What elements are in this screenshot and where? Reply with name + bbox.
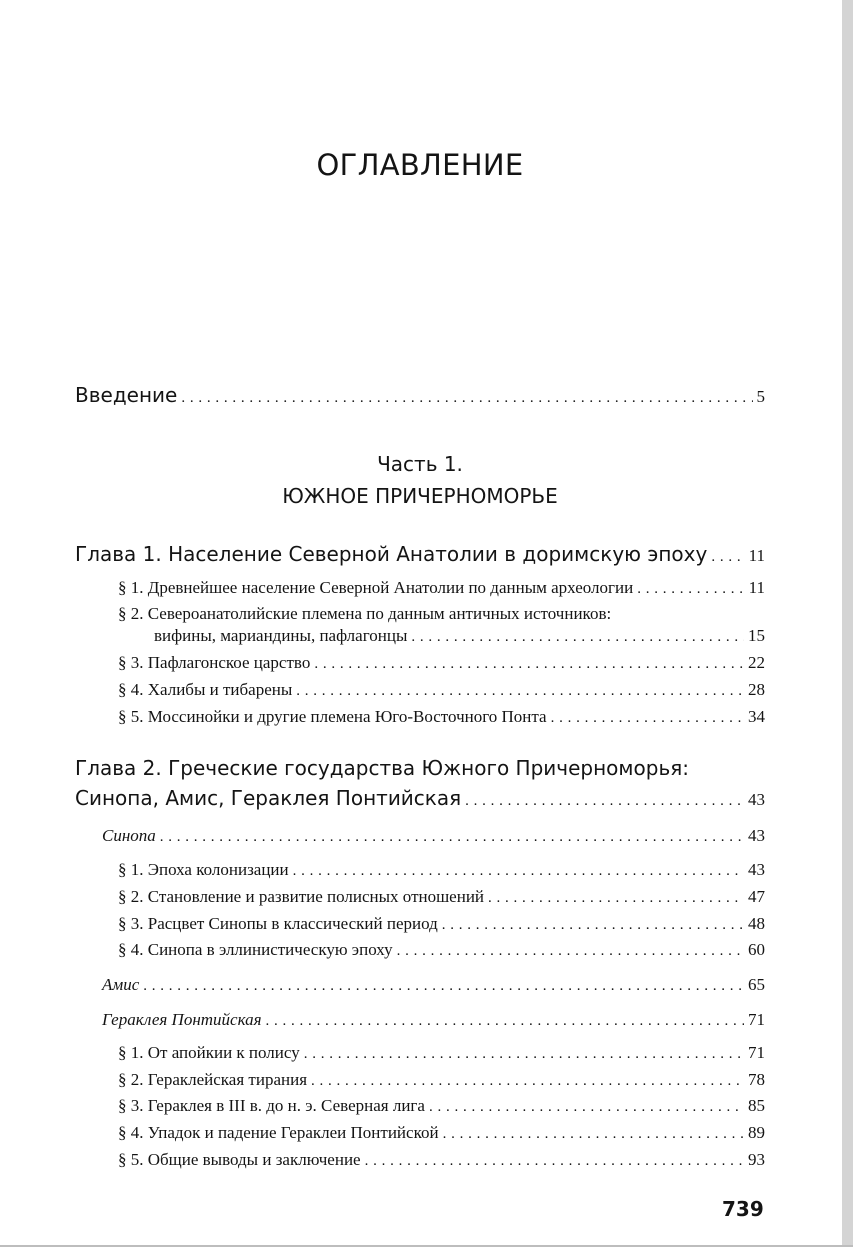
toc-entry-section[interactable] [118,578,765,598]
toc-page-number: 5 [756,387,765,406]
toc-entry-section[interactable] [118,1150,765,1170]
toc-page-number: 28 [748,680,765,699]
toc-label: § 1. От апойкии к полису [118,1043,300,1062]
part-number: Часть 1. [377,452,463,476]
toc-page-number: 11 [748,546,765,565]
toc-entry-section[interactable] [118,914,765,934]
dot-leader [488,887,744,907]
toc-entry-sinope[interactable] [102,826,765,846]
toc-page-number: 48 [748,914,765,933]
dot-leader [637,578,744,598]
toc-label: § 3. Пафлагонское царство [118,653,311,672]
toc-label: § 4. Упадок и падение Гераклеи Понтийской [118,1123,439,1142]
dot-leader [314,653,744,673]
page-title: ОГЛАВЛЕНИЕ [316,148,524,182]
dot-leader [429,1096,744,1116]
toc-label: § 4. Синопа в эллинистическую эпоху [118,940,393,959]
toc-page-number: 43 [748,860,765,879]
toc-label: Гераклея Понтийская [102,1010,262,1029]
toc-entry-section[interactable] [118,1070,765,1090]
toc-entry-section[interactable] [118,860,765,880]
toc-label: Синопа [102,826,156,845]
dot-leader [304,1043,744,1063]
toc-section-line[interactable]: § 2. Североанатолийские племена по данным античных источников: [118,604,612,623]
dot-leader [266,1010,745,1030]
dot-leader [397,940,744,960]
toc-entry-introduction[interactable] [75,383,765,407]
dot-leader [293,860,744,880]
toc-page-number: 15 [748,626,765,645]
toc-entry-section[interactable] [154,626,765,646]
toc-label: § 1. Эпоха колонизации [118,860,289,879]
toc-page-number: 71 [748,1010,765,1029]
dot-leader [465,786,744,810]
toc-label: § 3. Гераклея в III в. до н. э. Северная лига [118,1096,425,1115]
toc-page-number: 43 [748,826,765,845]
dot-leader [411,626,744,646]
toc-entry-amisos[interactable] [102,975,765,995]
toc-label: § 3. Расцвет Синопы в классический период [118,914,438,933]
toc-page-number: 22 [748,653,765,672]
toc-label: Глава 1. Население Северной Анатолии в доримскую эпоху [75,542,708,566]
toc-page-number: 85 [748,1096,765,1115]
toc-entry-chapter-2[interactable] [75,786,765,810]
dot-leader [365,1150,744,1170]
toc-entry-section[interactable] [118,1096,765,1116]
dot-leader [160,826,744,846]
page-edge [842,0,853,1247]
dot-leader [143,975,744,995]
toc-label: § 5. Общие выводы и заключение [118,1150,361,1169]
toc-label: Введение [75,383,178,407]
toc-entry-section[interactable] [118,940,765,960]
toc-page-number: 65 [748,975,765,994]
toc-entry-section[interactable] [118,653,765,673]
toc-page-number: 93 [748,1150,765,1169]
dot-leader [711,542,744,566]
toc-entry-heraclea[interactable] [102,1010,765,1030]
toc-label: Синопа, Амис, Гераклея Понтийская [75,786,462,810]
page-number-folio: 739 [722,1197,764,1221]
toc-label: § 4. Халибы и тибарены [118,680,293,699]
toc-page-number: 43 [748,790,765,809]
toc-entry-section[interactable] [118,1123,765,1143]
toc-label: § 1. Древнейшее население Северной Анатолии по данным археологии [118,578,634,597]
toc-page-number: 89 [748,1123,765,1142]
toc-page-number: 60 [748,940,765,959]
toc-page-number: 78 [748,1070,765,1089]
toc-chapter-2-line[interactable]: Глава 2. Греческие государства Южного Причерноморья: [75,756,689,780]
toc-page-number: 47 [748,887,765,906]
dot-leader [442,914,744,934]
dot-leader [443,1123,744,1143]
toc-entry-section[interactable] [118,887,765,907]
toc-entry-section[interactable] [118,1043,765,1063]
dot-leader [181,383,752,407]
toc-label: вифины, мариандины, пафлагонцы [154,626,408,645]
toc-label: § 2. Гераклейская тирания [118,1070,308,1089]
toc-page-number: 34 [748,707,765,726]
toc-entry-section[interactable] [118,707,765,727]
dot-leader [551,707,744,727]
toc-page-number: 11 [748,578,765,597]
toc-label: § 2. Становление и развитие полисных отношений [118,887,485,906]
toc-label: § 5. Моссинойки и другие племена Юго-Восточного Понта [118,707,547,726]
toc-entry-chapter-1[interactable] [75,542,765,566]
dot-leader [296,680,744,700]
part-title: ЮЖНОЕ ПРИЧЕРНОМОРЬЕ [282,484,558,508]
toc-label: Амис [102,975,140,994]
toc-entry-section[interactable] [118,680,765,700]
dot-leader [311,1070,744,1090]
toc-page-number: 71 [748,1043,765,1062]
